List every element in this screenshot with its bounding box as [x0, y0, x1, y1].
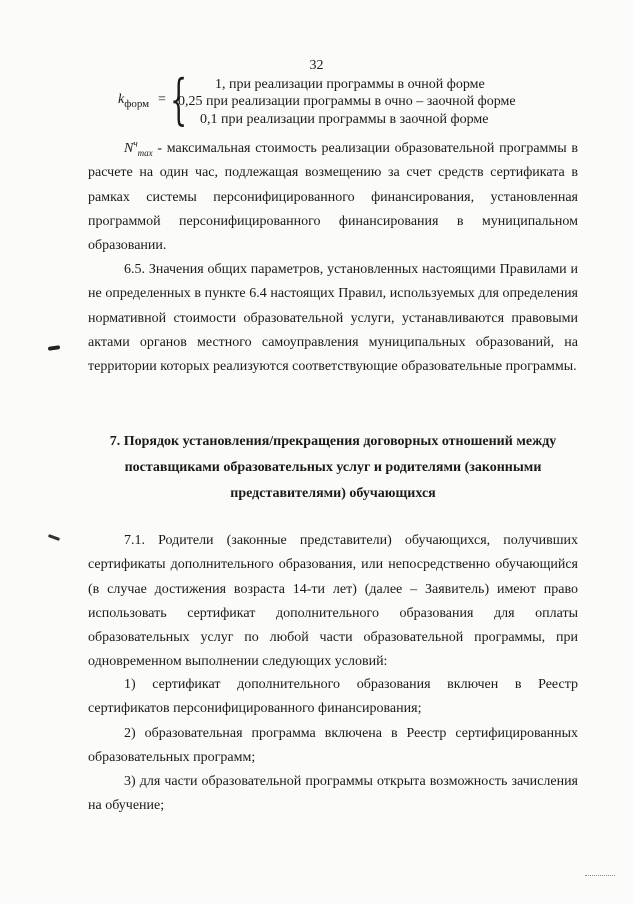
coefficient-formula: [118, 68, 578, 131]
scan-mark: [48, 345, 60, 351]
nmax-symbol: $N^ч_{max}$: [124, 138, 153, 158]
paragraph-nmax-definition: $N^ч_{max}$ - максимальная стоимость реализации образовательной программы в расчете на один час, подлежащая возмещению за счет средств сертификата в рамках системы персонифицированного финансирования, установленная программой персонифицированного финансирования в муниципальном образовании.: [88, 138, 578, 254]
paragraph-7-1: 7.1. Родители (законные представители) обучающихся, получивших сертификаты дополнительного образования, или непосредственно обучающийся (в случае достижения возраста 14-ти лет) (далее – Заявитель) имеют право использовать сертификат дополнительного образования для оплаты образовательных услуг по любой части образовательной программы, при одновременном выполнении следующих условий:: [88, 533, 578, 670]
list-item: 3) для части образовательной программы открыта возможность зачисления на обучение;: [88, 774, 578, 814]
scan-mark: [585, 875, 615, 876]
formula-case: 0,25 при реализации программы в очно – заочной форме: [178, 94, 516, 109]
section-7-heading: 7. Порядок установления/прекращения договорных отношений между поставщиками образовательных услуг и родителями (законными представителями) обучающихся: [109, 434, 557, 501]
page-number: 32: [309, 58, 324, 73]
formula-lhs: $k_{форм}$: [118, 92, 150, 110]
formula-case: 0,1 при реализации программы в заочной форме: [200, 112, 489, 127]
paragraph-6-5: 6.5. Значения общих параметров, установленных настоящими Правилами и не определенных в пункте 6.4 настоящих Правил, используемых для определения нормативной стоимости образовательной услуги, устанавливаются правовыми актами органов местного самоуправления муниципальных образований, на территории которых реализуются соответствующие образовательные программы.: [88, 262, 578, 375]
formula-equals: =: [158, 92, 166, 107]
formula-brace: {: [170, 68, 188, 131]
scan-mark: [48, 534, 60, 541]
conditions-list: [88, 673, 578, 819]
list-item: 1) сертификат дополнительного образования включен в Реестр сертификатов персонифицированного финансирования;: [88, 677, 578, 717]
formula-case: 1, при реализации программы в очной форме: [215, 77, 485, 92]
list-item: 2) образовательная программа включена в Реестр сертифицированных образовательных программ;: [88, 725, 578, 765]
